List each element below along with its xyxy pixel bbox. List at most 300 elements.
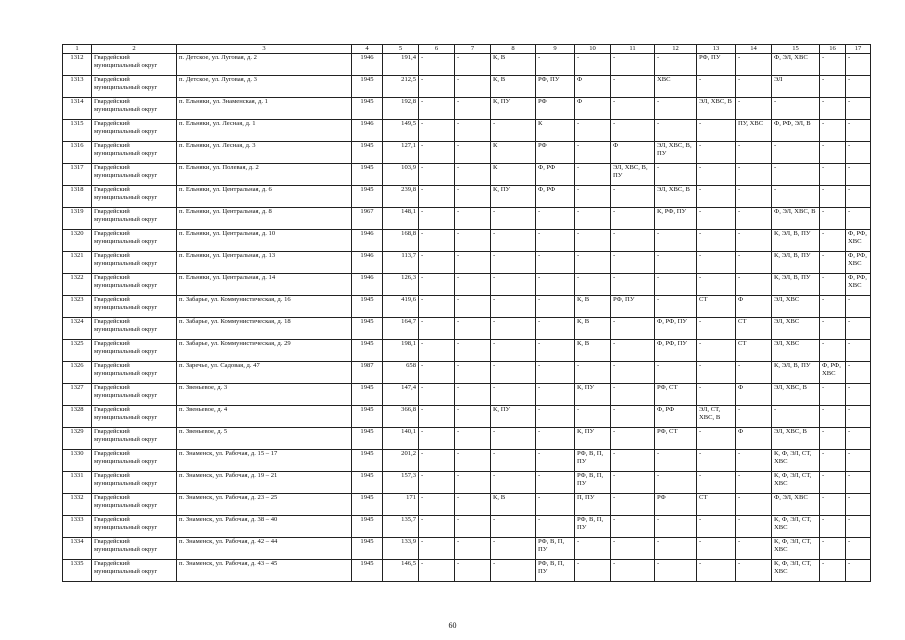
table-cell: п. Знаменск, ул. Рабочая, д. 15 – 17	[177, 450, 352, 472]
table-cell: -	[419, 296, 455, 318]
table-cell: 419,6	[383, 296, 419, 318]
table-cell: п. Забарье, ул. Коммунистическая, д. 29	[177, 340, 352, 362]
table-row	[63, 516, 871, 538]
table-cell: -	[820, 142, 846, 164]
table-cell: 201,2	[383, 450, 419, 472]
table-cell: -	[846, 164, 871, 186]
table-cell: 1946	[352, 120, 383, 142]
table-cell: п. Забарье, ул. Коммунистическая, д. 16	[177, 296, 352, 318]
table-cell: п. Ельняки, ул. Центральная, д. 6	[177, 186, 352, 208]
column-number-cell: 10	[575, 45, 611, 54]
table-cell: -	[536, 208, 575, 230]
table-cell: -	[455, 208, 491, 230]
table-cell: РФ, ПУ	[697, 54, 736, 76]
table-cell: Ф, РФ	[536, 186, 575, 208]
table-cell: Гвардейский муниципальный округ	[92, 164, 177, 186]
table-cell: ЭЛ, ХВС, В	[772, 428, 820, 450]
table-cell: СТ	[736, 318, 772, 340]
row-number-cell: 1334	[63, 538, 92, 560]
table-cell: -	[455, 362, 491, 384]
table-cell: -	[846, 120, 871, 142]
table-cell: -	[736, 164, 772, 186]
table-cell: -	[419, 274, 455, 296]
table-cell: -	[491, 340, 536, 362]
table-row	[63, 406, 871, 428]
table-cell: 1945	[352, 142, 383, 164]
table-cell: -	[655, 472, 697, 494]
table-cell: 1967	[352, 208, 383, 230]
table-cell: Ф, РФ, ПУ	[655, 340, 697, 362]
table-cell: ЭЛ, ХВС, В	[697, 98, 736, 120]
table-cell: -	[491, 274, 536, 296]
table-cell: Ф, РФ	[536, 164, 575, 186]
table-row	[63, 164, 871, 186]
table-cell: Ф, ЭЛ, ХВС	[772, 54, 820, 76]
table-cell: Гвардейский муниципальный округ	[92, 274, 177, 296]
table-row	[63, 296, 871, 318]
row-number-cell: 1331	[63, 472, 92, 494]
table-cell: -	[697, 164, 736, 186]
table-cell: -	[419, 428, 455, 450]
table-cell: -	[736, 98, 772, 120]
table-cell: 148,1	[383, 208, 419, 230]
table-cell: -	[611, 450, 655, 472]
table-cell: -	[820, 406, 846, 428]
table-cell: -	[455, 406, 491, 428]
table-cell: -	[772, 164, 820, 186]
table-cell: -	[820, 296, 846, 318]
table-cell: -	[697, 274, 736, 296]
table-row	[63, 98, 871, 120]
table-row	[63, 384, 871, 406]
table-cell: К, Ф, ЭЛ, СТ, ХВС	[772, 516, 820, 538]
table-cell: -	[491, 318, 536, 340]
table-cell: -	[736, 560, 772, 582]
table-row	[63, 186, 871, 208]
table-cell: СТ	[736, 340, 772, 362]
column-number-cell: 16	[820, 45, 846, 54]
table-cell: -	[611, 318, 655, 340]
row-number-cell: 1323	[63, 296, 92, 318]
table-cell: Ф	[611, 142, 655, 164]
table-cell: -	[846, 428, 871, 450]
table-cell: -	[772, 142, 820, 164]
table-cell: -	[419, 230, 455, 252]
table-cell: -	[846, 340, 871, 362]
table-cell: Ф, ЭЛ, ХВС	[772, 494, 820, 516]
table-cell: 171	[383, 494, 419, 516]
table-cell: 147,4	[383, 384, 419, 406]
table-cell: -	[575, 120, 611, 142]
table-cell: -	[611, 384, 655, 406]
table-cell: Ф, РФ, ЭЛ, В	[772, 120, 820, 142]
row-number-cell: 1313	[63, 76, 92, 98]
row-number-cell: 1328	[63, 406, 92, 428]
table-cell: -	[736, 516, 772, 538]
table-cell: 1946	[352, 54, 383, 76]
table-cell: Ф, РФ, ХВС	[846, 230, 871, 252]
table-cell: -	[455, 164, 491, 186]
table-cell: -	[536, 494, 575, 516]
row-number-cell: 1333	[63, 516, 92, 538]
table-cell: -	[575, 230, 611, 252]
table-cell: -	[575, 54, 611, 76]
table-row	[63, 362, 871, 384]
table-cell: -	[697, 516, 736, 538]
table-cell: -	[655, 98, 697, 120]
table-cell: -	[419, 384, 455, 406]
table-cell: К, В	[491, 494, 536, 516]
table-cell: -	[655, 54, 697, 76]
row-number-cell: 1321	[63, 252, 92, 274]
row-number-cell: 1325	[63, 340, 92, 362]
column-number-cell: 6	[419, 45, 455, 54]
table-cell: ЭЛ, ХВС, В	[772, 384, 820, 406]
table-cell: -	[736, 252, 772, 274]
table-cell: -	[846, 362, 871, 384]
row-number-cell: 1314	[63, 98, 92, 120]
table-cell: РФ, СТ	[655, 428, 697, 450]
table-cell: -	[655, 164, 697, 186]
table-cell: РФ	[536, 142, 575, 164]
table-cell: К, ПУ	[575, 384, 611, 406]
table-cell: ЭЛ, ХВС	[772, 318, 820, 340]
table-cell: -	[419, 318, 455, 340]
row-number-cell: 1335	[63, 560, 92, 582]
table-cell: Гвардейский муниципальный округ	[92, 186, 177, 208]
table-cell: Ф, ЭЛ, ХВС, В	[772, 208, 820, 230]
table-cell: К, РФ, ПУ	[655, 208, 697, 230]
table-cell: -	[820, 208, 846, 230]
table-cell: -	[697, 428, 736, 450]
table-row	[63, 142, 871, 164]
table-cell: -	[820, 560, 846, 582]
table-row	[63, 560, 871, 582]
table-cell: -	[846, 560, 871, 582]
table-row	[63, 318, 871, 340]
column-number-cell: 7	[455, 45, 491, 54]
table-cell: -	[611, 428, 655, 450]
table-cell: -	[611, 54, 655, 76]
table-cell: -	[419, 120, 455, 142]
table-cell: п. Детское, ул. Луговая, д. 2	[177, 54, 352, 76]
table-cell: -	[455, 230, 491, 252]
table-cell: -	[697, 560, 736, 582]
table-cell: -	[820, 384, 846, 406]
table-cell: -	[611, 560, 655, 582]
row-number-cell: 1330	[63, 450, 92, 472]
table-cell: РФ, В, П, ПУ	[575, 472, 611, 494]
table-cell: -	[846, 296, 871, 318]
table-cell: 192,8	[383, 98, 419, 120]
table-cell: п. Ельняки, ул. Центральная, д. 13	[177, 252, 352, 274]
row-number-cell: 1317	[63, 164, 92, 186]
table-cell: -	[419, 76, 455, 98]
table-cell: ЭЛ, ХВС, В, ПУ	[611, 164, 655, 186]
table-cell: К, В	[575, 318, 611, 340]
row-number-cell: 1322	[63, 274, 92, 296]
table-cell: -	[455, 560, 491, 582]
column-number-row	[63, 45, 871, 54]
table-cell: -	[611, 98, 655, 120]
table-cell: -	[575, 274, 611, 296]
table-cell: -	[419, 142, 455, 164]
table-cell: К, ЭЛ, В, ПУ	[772, 362, 820, 384]
table-cell: -	[820, 538, 846, 560]
table-cell: п. Знаменск, ул. Рабочая, д. 42 – 44	[177, 538, 352, 560]
table-cell: Ф, РФ, ПУ	[655, 318, 697, 340]
table-cell: -	[455, 142, 491, 164]
table-cell: -	[455, 384, 491, 406]
table-cell: -	[419, 516, 455, 538]
table-cell: -	[846, 494, 871, 516]
table-cell: -	[736, 142, 772, 164]
table-cell: 366,8	[383, 406, 419, 428]
table-cell: -	[820, 76, 846, 98]
table-cell: -	[575, 186, 611, 208]
table-cell: -	[455, 340, 491, 362]
table-cell: -	[491, 384, 536, 406]
table-cell: РФ, В, П, ПУ	[536, 538, 575, 560]
table-cell: -	[611, 472, 655, 494]
table-cell: -	[846, 54, 871, 76]
row-number-cell: 1312	[63, 54, 92, 76]
table-cell: 1945	[352, 450, 383, 472]
table-cell: Гвардейский муниципальный округ	[92, 54, 177, 76]
table-cell: -	[820, 428, 846, 450]
table-cell: 191,4	[383, 54, 419, 76]
table-cell: -	[536, 472, 575, 494]
table-cell: К, Ф, ЭЛ, СТ, ХВС	[772, 538, 820, 560]
table-cell: -	[820, 230, 846, 252]
table-cell: -	[611, 252, 655, 274]
table-cell: Гвардейский муниципальный округ	[92, 120, 177, 142]
table-cell: -	[736, 450, 772, 472]
table-cell: -	[536, 54, 575, 76]
table-cell: -	[611, 76, 655, 98]
table-cell: п. Знаменск, ул. Рабочая, д. 19 – 21	[177, 472, 352, 494]
table-row	[63, 120, 871, 142]
table-cell: -	[772, 98, 820, 120]
table-cell: -	[536, 340, 575, 362]
table-cell: -	[846, 186, 871, 208]
table-cell: -	[455, 186, 491, 208]
table-cell: К, ПУ	[491, 186, 536, 208]
row-number-cell: 1316	[63, 142, 92, 164]
table-cell: -	[536, 230, 575, 252]
table-cell: п. Звеньевое, д. 4	[177, 406, 352, 428]
table-cell: -	[455, 450, 491, 472]
table-cell: -	[419, 54, 455, 76]
column-number-cell: 12	[655, 45, 697, 54]
table-cell: Гвардейский муниципальный округ	[92, 318, 177, 340]
table-cell: ЭЛ, ХВС, В, ПУ	[655, 142, 697, 164]
table-cell: -	[736, 274, 772, 296]
table-cell: -	[536, 362, 575, 384]
table-cell: -	[455, 76, 491, 98]
register-sheet	[62, 44, 870, 582]
table-cell: -	[491, 450, 536, 472]
table-cell: Ф	[736, 428, 772, 450]
table-cell: -	[820, 164, 846, 186]
table-cell: 1945	[352, 384, 383, 406]
table-cell: 1945	[352, 516, 383, 538]
table-cell: -	[419, 98, 455, 120]
table-cell: -	[736, 472, 772, 494]
table-cell: 1945	[352, 296, 383, 318]
table-row	[63, 208, 871, 230]
table-cell: -	[846, 76, 871, 98]
table-cell: Гвардейский муниципальный округ	[92, 98, 177, 120]
table-cell: Ф	[736, 296, 772, 318]
table-cell: -	[697, 252, 736, 274]
table-cell: 1945	[352, 472, 383, 494]
table-cell: СТ	[697, 296, 736, 318]
table-cell: -	[536, 252, 575, 274]
column-number-cell: 15	[772, 45, 820, 54]
row-number-cell: 1327	[63, 384, 92, 406]
table-cell: -	[419, 560, 455, 582]
table-cell: -	[455, 120, 491, 142]
table-cell: -	[491, 560, 536, 582]
table-cell: РФ	[655, 494, 697, 516]
table-cell: Ф, РФ, ХВС	[820, 362, 846, 384]
table-cell: -	[491, 472, 536, 494]
table-cell: -	[655, 516, 697, 538]
table-cell: -	[455, 472, 491, 494]
table-cell: -	[611, 120, 655, 142]
table-cell: -	[455, 318, 491, 340]
table-cell: -	[419, 362, 455, 384]
table-cell: 1946	[352, 252, 383, 274]
column-number-cell: 2	[92, 45, 177, 54]
table-cell: -	[655, 362, 697, 384]
table-cell: -	[575, 560, 611, 582]
table-cell: Гвардейский муниципальный округ	[92, 252, 177, 274]
table-cell: -	[697, 208, 736, 230]
table-cell: -	[697, 76, 736, 98]
table-cell: -	[736, 54, 772, 76]
table-cell: РФ, ПУ	[611, 296, 655, 318]
table-cell: П, ПУ	[575, 494, 611, 516]
row-number-cell: 1318	[63, 186, 92, 208]
table-cell: 103,9	[383, 164, 419, 186]
table-row	[63, 230, 871, 252]
table-row	[63, 54, 871, 76]
table-cell: -	[611, 340, 655, 362]
table-cell: Гвардейский муниципальный округ	[92, 406, 177, 428]
table-cell: -	[419, 406, 455, 428]
table-cell: Ф	[575, 98, 611, 120]
table-cell: -	[575, 538, 611, 560]
table-cell: п. Звеньевое, д. 3	[177, 384, 352, 406]
table-cell: -	[846, 142, 871, 164]
table-cell: -	[536, 384, 575, 406]
table-cell: 1945	[352, 318, 383, 340]
table-cell: Гвардейский муниципальный округ	[92, 340, 177, 362]
table-cell: -	[419, 494, 455, 516]
table-cell: К	[491, 164, 536, 186]
table-cell: -	[419, 186, 455, 208]
table-cell: п. Забарье, ул. Коммунистическая, д. 18	[177, 318, 352, 340]
table-cell: 113,7	[383, 252, 419, 274]
table-cell: -	[846, 208, 871, 230]
table-cell: К, В	[575, 340, 611, 362]
table-cell: К, Ф, ЭЛ, СТ, ХВС	[772, 560, 820, 582]
table-cell: 1945	[352, 98, 383, 120]
table-cell: -	[820, 274, 846, 296]
table-cell: РФ, В, П, ПУ	[575, 516, 611, 538]
table-cell: К, ЭЛ, В, ПУ	[772, 274, 820, 296]
table-cell: 658	[383, 362, 419, 384]
column-number-cell: 4	[352, 45, 383, 54]
table-cell: -	[697, 230, 736, 252]
table-cell: 1945	[352, 560, 383, 582]
table-cell: -	[736, 186, 772, 208]
table-cell: Гвардейский муниципальный округ	[92, 450, 177, 472]
table-cell: -	[820, 120, 846, 142]
table-cell: Гвардейский муниципальный округ	[92, 494, 177, 516]
table-cell: -	[419, 164, 455, 186]
table-cell: Гвардейский муниципальный округ	[92, 516, 177, 538]
table-cell: -	[846, 472, 871, 494]
table-row	[63, 450, 871, 472]
table-cell: СТ	[697, 494, 736, 516]
table-cell: -	[820, 54, 846, 76]
table-cell: -	[736, 494, 772, 516]
table-cell: -	[419, 472, 455, 494]
table-cell: п. Заречье, ул. Садовая, д. 47	[177, 362, 352, 384]
table-cell: -	[697, 472, 736, 494]
table-cell: -	[455, 516, 491, 538]
table-cell: К, Ф, ЭЛ, СТ, ХВС	[772, 472, 820, 494]
table-cell: -	[611, 538, 655, 560]
table-cell: -	[736, 362, 772, 384]
table-cell: -	[736, 76, 772, 98]
table-cell: -	[611, 494, 655, 516]
table-cell: 1945	[352, 164, 383, 186]
table-cell: -	[491, 516, 536, 538]
table-cell: ЭЛ	[772, 76, 820, 98]
table-cell: -	[846, 406, 871, 428]
table-row	[63, 76, 871, 98]
table-cell: 1945	[352, 494, 383, 516]
table-cell: -	[697, 120, 736, 142]
table-cell: -	[655, 252, 697, 274]
table-cell: -	[536, 428, 575, 450]
table-cell: К	[491, 142, 536, 164]
row-number-cell: 1332	[63, 494, 92, 516]
table-cell: п. Звеньевое, д. 5	[177, 428, 352, 450]
table-cell: -	[772, 186, 820, 208]
table-cell: 127,1	[383, 142, 419, 164]
table-cell: -	[419, 340, 455, 362]
table-cell: -	[455, 274, 491, 296]
table-cell: 1945	[352, 538, 383, 560]
table-cell: -	[575, 164, 611, 186]
table-cell: -	[655, 450, 697, 472]
table-cell: -	[655, 296, 697, 318]
table-cell: -	[536, 296, 575, 318]
table-cell: РФ, В, П, ПУ	[575, 450, 611, 472]
table-cell: п. Знаменск, ул. Рабочая, д. 38 – 40	[177, 516, 352, 538]
row-number-cell: 1319	[63, 208, 92, 230]
table-row	[63, 472, 871, 494]
table-cell: -	[419, 208, 455, 230]
table-cell: -	[655, 560, 697, 582]
table-cell: -	[846, 98, 871, 120]
table-cell: -	[455, 296, 491, 318]
